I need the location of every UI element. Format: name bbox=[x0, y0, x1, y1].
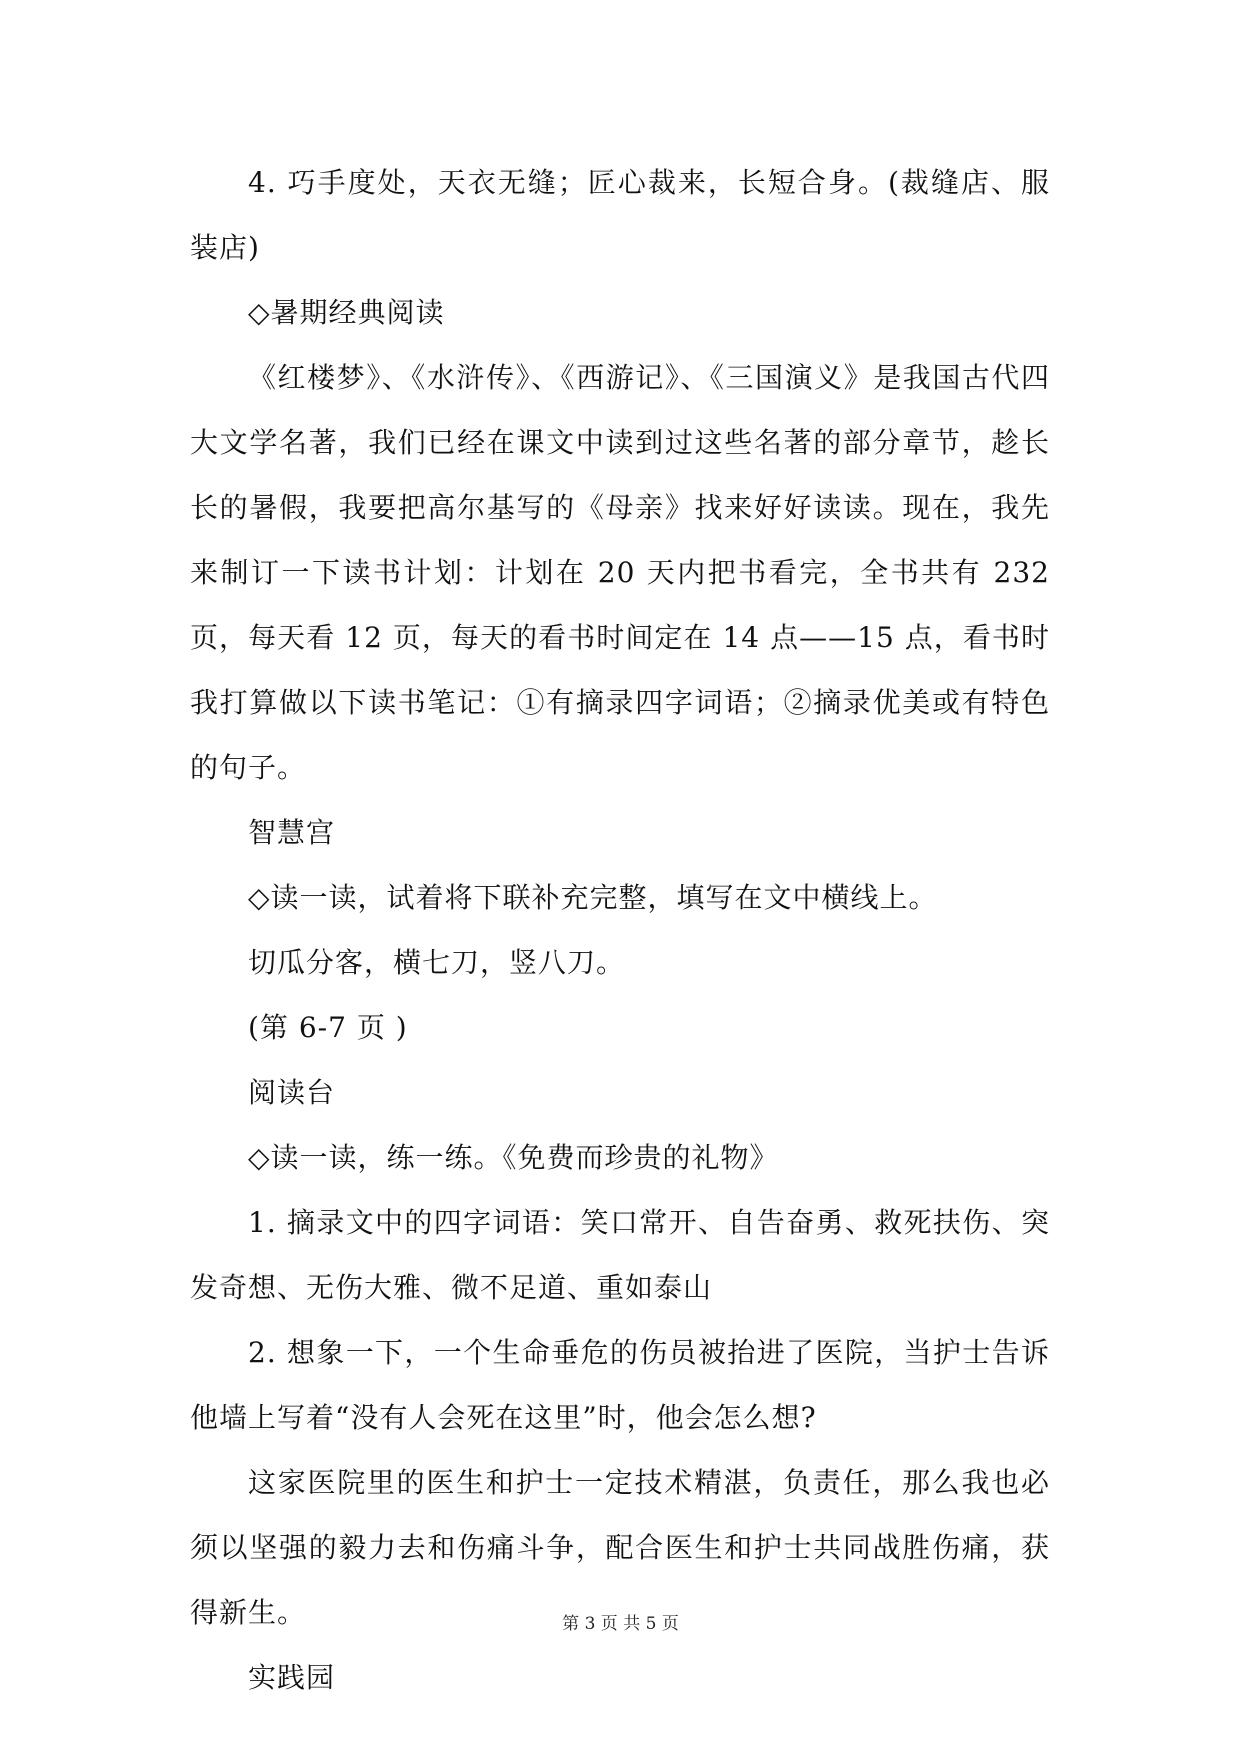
paragraph-couplet-instruction: ◇读一读，试着将下联补充完整，填写在文中横线上。 bbox=[248, 881, 938, 914]
paragraph-riddle-4: 4. 巧手度处，天衣无缝；匠心裁来，长短合身。(裁缝店、服装店) bbox=[190, 166, 1050, 264]
paragraph-couplet: 切瓜分客，横七刀，竖八刀。 bbox=[248, 946, 626, 979]
paragraph-reading-exercise: ◇读一读，练一练。《免费而珍贵的礼物》 bbox=[248, 1141, 779, 1174]
paragraph-answer-2: 这家医院里的医生和护士一定技术精湛，负责任，那么我也必须以坚强的毅力去和伤痛斗争，配合医生和护士共同战胜伤痛，获得新生。 bbox=[190, 1466, 1050, 1629]
paragraph-page-reference: (第 6-7 页 ) bbox=[248, 1011, 408, 1044]
paragraph-question-1: 1. 摘录文中的四字词语：笑口常开、自告奋勇、救死扶伤、突发奇想、无伤大雅、微不足道、重如泰山 bbox=[190, 1206, 1050, 1304]
heading-reading-desk: 阅读台 bbox=[248, 1076, 336, 1109]
paragraph-question-2: 2. 想象一下，一个生命垂危的伤员被抬进了医院，当护士告诉他墙上写着“没有人会死在这里”时，他会怎么想? bbox=[190, 1336, 1050, 1434]
paragraph-reading-plan: 《红楼梦》、《水浒传》、《西游记》、《三国演义》是我国古代四大文学名著，我们已经在课文中读到过这些名著的部分章节，趁长长的暑假，我要把高尔基写的《母亲》找来好好读读。现在，我先来制订一下读书计划：计划在 20 天内把书看完，全书共有 232 页，每天看 12 页，每天的看书时间定在 14 点——15 点，看书时我打算做以下读书笔记：①有摘录四字词语；②摘录优美或有特色的句子。 bbox=[190, 361, 1050, 784]
document-body bbox=[190, 150, 1050, 1710]
page-footer: 第 3 页 共 5 页 bbox=[562, 1614, 679, 1634]
heading-wisdom-palace: 智慧宫 bbox=[248, 816, 336, 849]
heading-summer-classic-reading: ◇暑期经典阅读 bbox=[248, 296, 445, 329]
heading-practice-garden: 实践园 bbox=[248, 1661, 336, 1694]
